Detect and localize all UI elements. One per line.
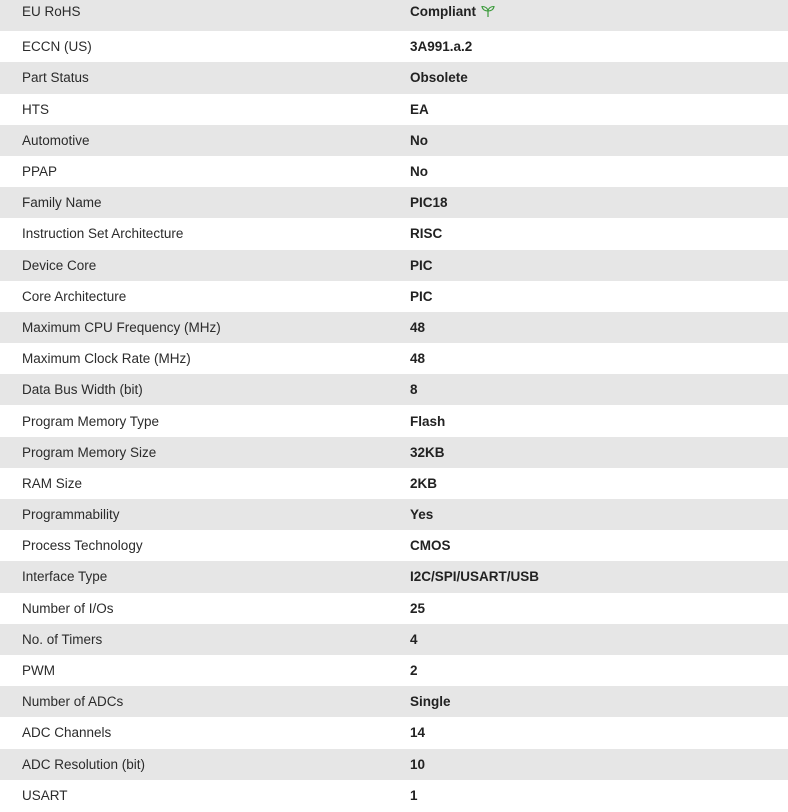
spec-value: I2C/SPI/USART/USB xyxy=(410,561,788,592)
spec-row-program-memory-size xyxy=(0,437,788,468)
spec-row-programmability xyxy=(0,499,788,530)
spec-row-max-cpu-frequency xyxy=(0,312,788,343)
spec-value: No xyxy=(410,125,788,156)
spec-label: Process Technology xyxy=(0,530,410,561)
spec-label: Maximum Clock Rate (MHz) xyxy=(0,343,410,374)
spec-row-automotive xyxy=(0,125,788,156)
spec-value: 2KB xyxy=(410,468,788,499)
spec-row-instruction-set xyxy=(0,218,788,249)
spec-label: Maximum CPU Frequency (MHz) xyxy=(0,312,410,343)
spec-label: Device Core xyxy=(0,250,410,281)
spec-value: 25 xyxy=(410,593,788,624)
spec-row-interface-type xyxy=(0,561,788,592)
spec-label: Part Status xyxy=(0,62,410,93)
spec-row-timers xyxy=(0,624,788,655)
spec-value: Obsolete xyxy=(410,62,788,93)
spec-value: 2 xyxy=(410,655,788,686)
spec-label: Data Bus Width (bit) xyxy=(0,374,410,405)
spec-value: 14 xyxy=(410,717,788,748)
spec-label: PWM xyxy=(0,655,410,686)
spec-row-device-core xyxy=(0,250,788,281)
spec-value: 48 xyxy=(410,343,788,374)
spec-row-number-of-adcs xyxy=(0,686,788,717)
spec-value: 10 xyxy=(410,749,788,780)
spec-row-program-memory-type xyxy=(0,405,788,436)
spec-row-process-technology xyxy=(0,530,788,561)
spec-row-ppap xyxy=(0,156,788,187)
spec-label: Program Memory Type xyxy=(0,405,410,436)
spec-value: PIC xyxy=(410,281,788,312)
spec-value: 3A991.a.2 xyxy=(410,31,788,62)
spec-label: Automotive xyxy=(0,125,410,156)
spec-label: Number of I/Os xyxy=(0,593,410,624)
spec-label: Interface Type xyxy=(0,561,410,592)
spec-label: ECCN (US) xyxy=(0,31,410,62)
spec-row-eu-rohs xyxy=(0,0,788,31)
spec-value: Compliant xyxy=(410,4,476,19)
spec-label: RAM Size xyxy=(0,468,410,499)
spec-row-pwm xyxy=(0,655,788,686)
spec-row-usart xyxy=(0,780,788,811)
spec-value: 1 xyxy=(410,780,788,811)
spec-row-number-of-ios xyxy=(0,593,788,624)
spec-row-ram-size xyxy=(0,468,788,499)
spec-label: Family Name xyxy=(0,187,410,218)
spec-label: Core Architecture xyxy=(0,281,410,312)
spec-row-adc-channels xyxy=(0,717,788,748)
spec-row-part-status xyxy=(0,62,788,93)
spec-label: EU RoHS xyxy=(0,0,410,31)
spec-value: Yes xyxy=(410,499,788,530)
spec-value: 32KB xyxy=(410,437,788,468)
spec-label: PPAP xyxy=(0,156,410,187)
spec-row-data-bus-width xyxy=(0,374,788,405)
spec-value: Single xyxy=(410,686,788,717)
spec-row-eccn xyxy=(0,31,788,62)
spec-value: Flash xyxy=(410,405,788,436)
spec-label: Number of ADCs xyxy=(0,686,410,717)
spec-label: No. of Timers xyxy=(0,624,410,655)
spec-label: Program Memory Size xyxy=(0,437,410,468)
spec-value: 8 xyxy=(410,374,788,405)
spec-label: HTS xyxy=(0,94,410,125)
spec-value-cell xyxy=(410,0,788,31)
spec-row-max-clock-rate xyxy=(0,343,788,374)
spec-value: 48 xyxy=(410,312,788,343)
leaf-icon xyxy=(480,4,496,18)
spec-row-adc-resolution xyxy=(0,749,788,780)
spec-value: EA xyxy=(410,94,788,125)
spec-label: Instruction Set Architecture xyxy=(0,218,410,249)
spec-row-core-architecture xyxy=(0,281,788,312)
spec-value: PIC xyxy=(410,250,788,281)
spec-label: ADC Channels xyxy=(0,717,410,748)
spec-value: RISC xyxy=(410,218,788,249)
spec-label: USART xyxy=(0,780,410,811)
spec-value: PIC18 xyxy=(410,187,788,218)
spec-value: CMOS xyxy=(410,530,788,561)
spec-label: Programmability xyxy=(0,499,410,530)
spec-row-hts xyxy=(0,94,788,125)
spec-value: No xyxy=(410,156,788,187)
spec-label: ADC Resolution (bit) xyxy=(0,749,410,780)
spec-row-family-name xyxy=(0,187,788,218)
spec-value: 4 xyxy=(410,624,788,655)
